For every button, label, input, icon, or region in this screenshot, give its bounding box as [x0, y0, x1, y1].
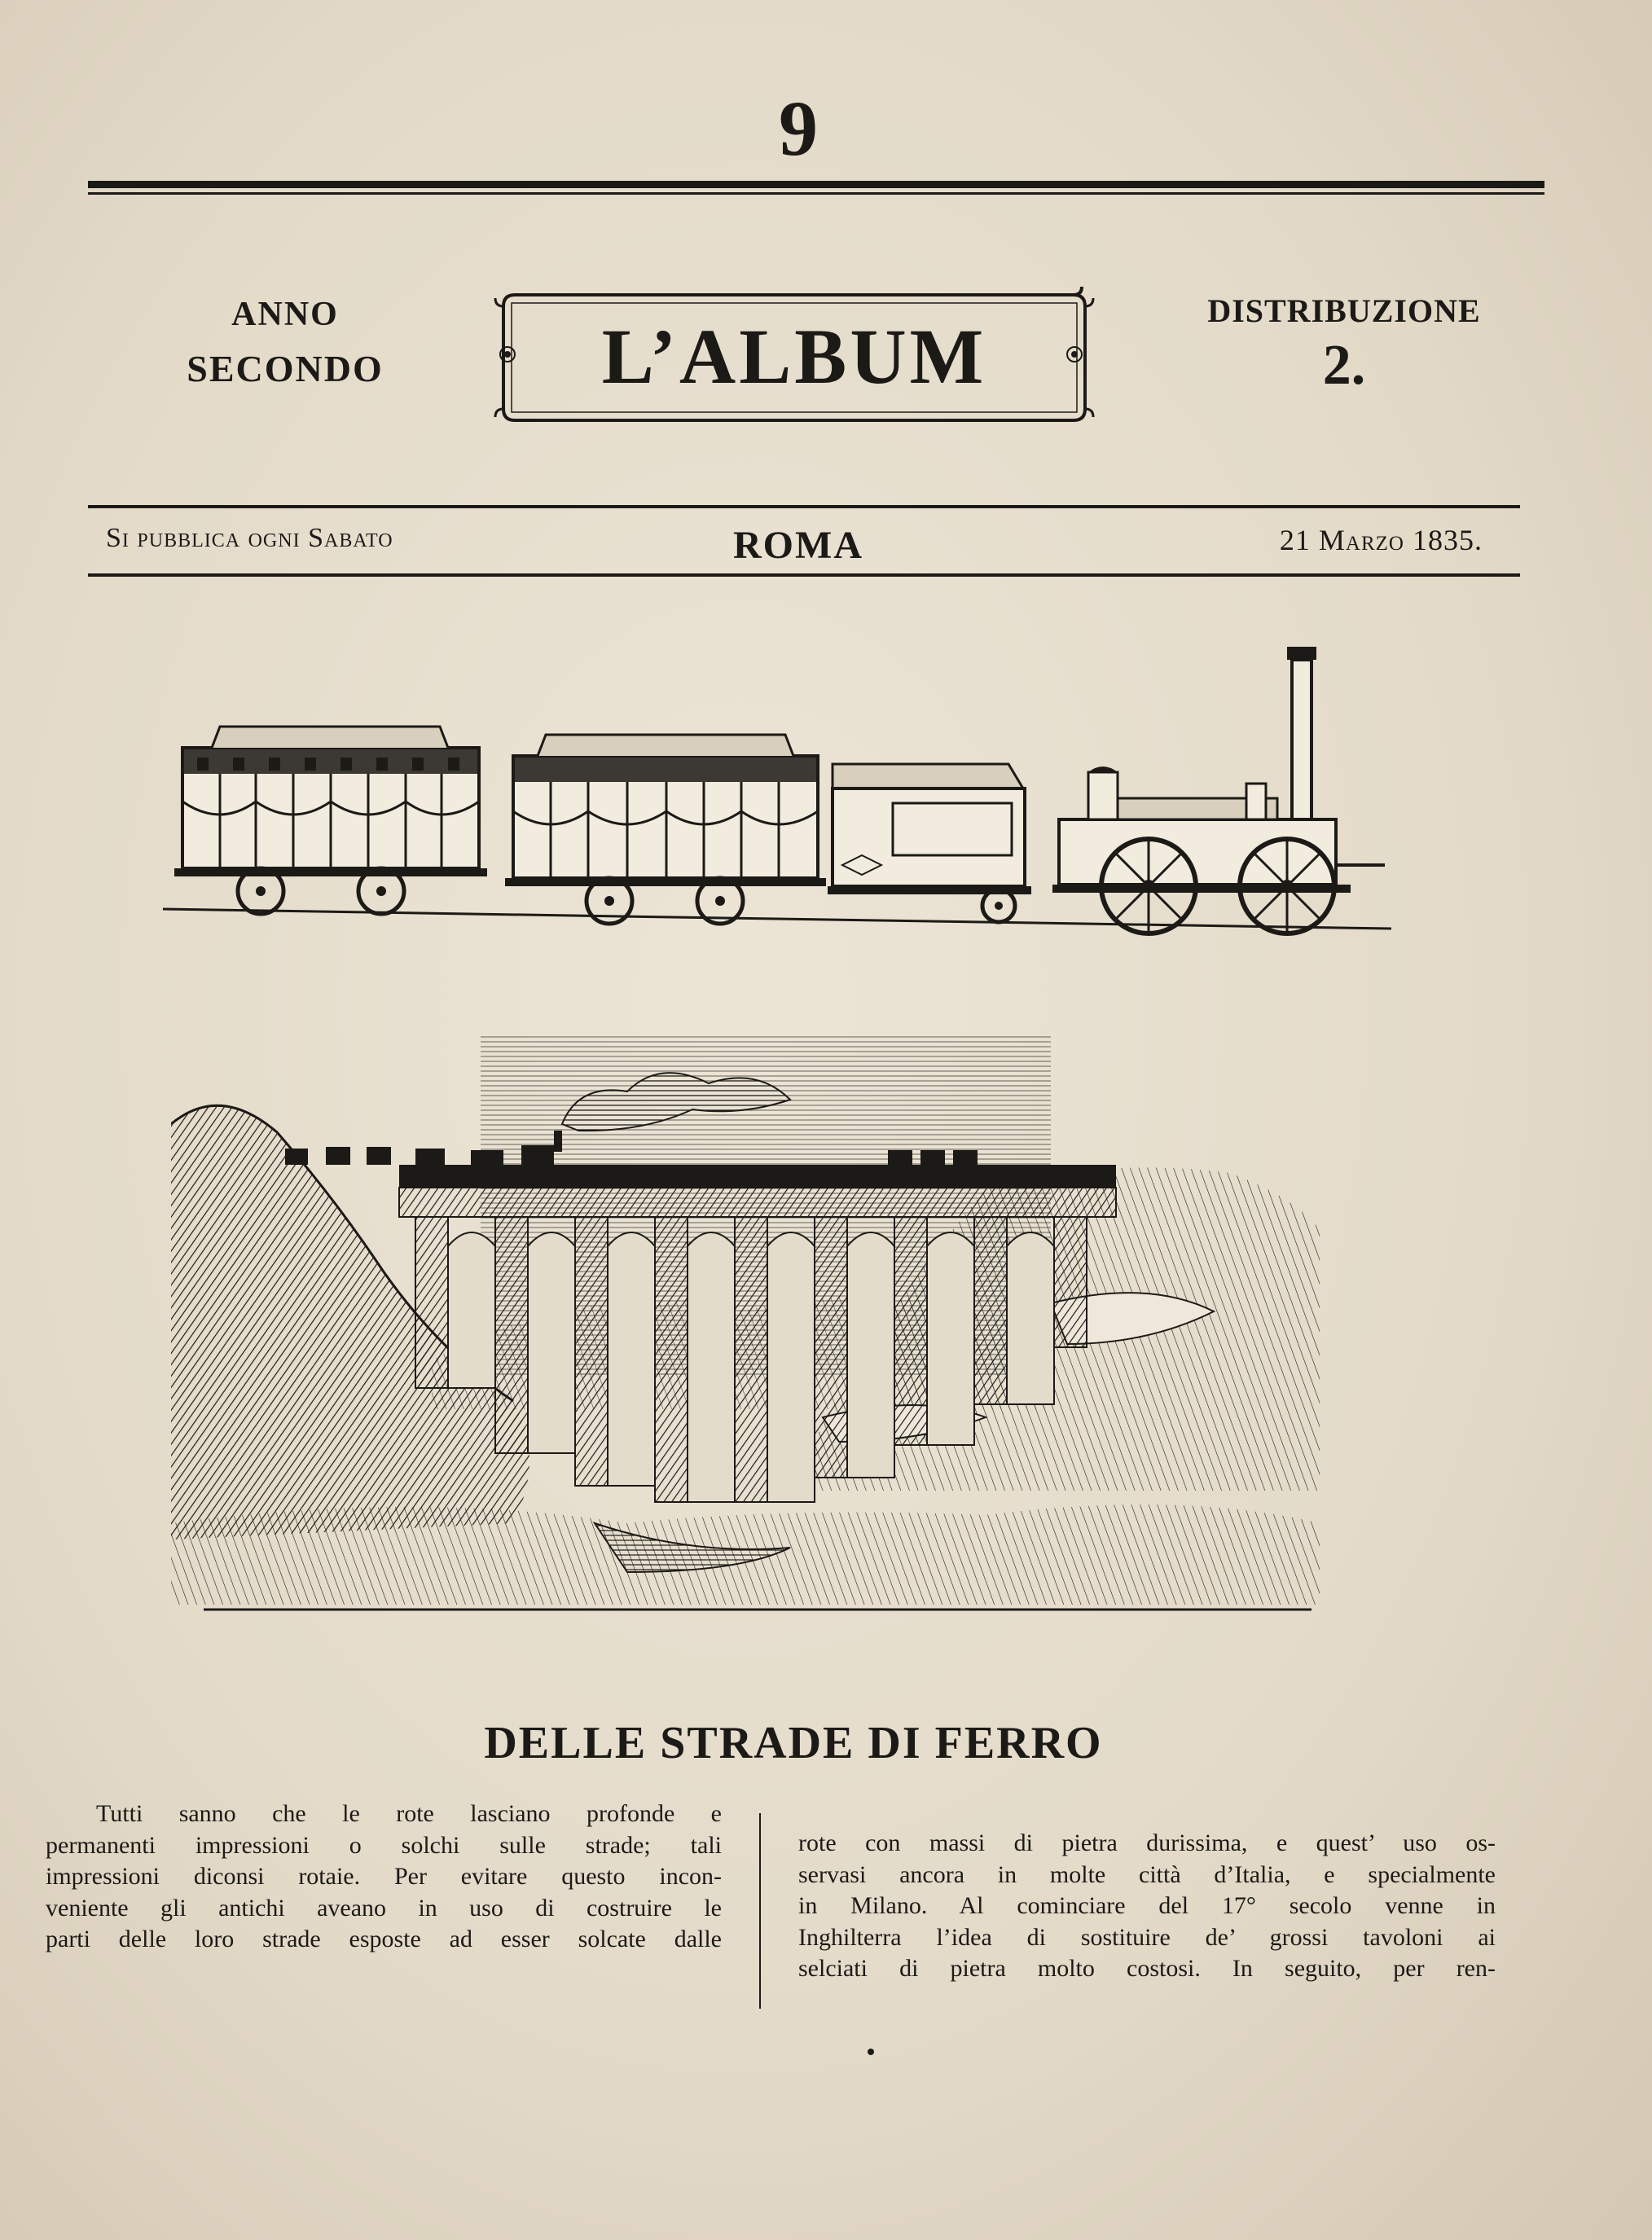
passenger-coach-2	[505, 735, 826, 924]
issue-number: 9	[779, 85, 818, 172]
left-column-line: Tutti sanno che le rote lasciano profonde e	[96, 1800, 722, 1827]
dateline	[0, 523, 1652, 567]
issue-date: 21 Marzo 1835.	[1279, 524, 1483, 556]
left-column-line: veniente gli antichi aveano in uso di costruire le	[46, 1894, 722, 1922]
viaduct-engraving	[171, 1034, 1369, 1621]
anno-value: SECONDO	[187, 348, 384, 389]
left-column-line: permanenti impressioni o solchi sulle strade; tali	[46, 1831, 722, 1859]
publication-note: Si pubblica ogni Sabato	[106, 523, 393, 553]
right-column-line: servasi ancora in molte città d’Italia, e specialmente	[798, 1860, 1496, 1888]
article-headline: DELLE STRADE DI FERRO	[484, 1718, 1103, 1768]
right-column-line: in Milano. Al cominciare del 17° secolo venne in	[798, 1892, 1496, 1919]
header-double-rule	[88, 181, 1544, 195]
left-column-line: parti delle loro strade esposte ad esser solcate dalle	[46, 1926, 722, 1952]
article-left-column	[46, 1799, 722, 1956]
distribuzione-number: 2.	[1322, 334, 1366, 397]
locomotive	[1052, 647, 1385, 933]
dateline-bottom-rule	[88, 573, 1520, 577]
left-column-line: impressioni diconsi rotaie. Per evitare questo incon-	[46, 1863, 722, 1890]
ornament-right-icon	[1065, 345, 1083, 363]
right-column-line: Inghilterra l’idea di sostituire de’ grossi tavoloni ai	[798, 1923, 1496, 1951]
anno-block	[155, 295, 415, 390]
right-column-line: selciati di pietra molto costosi. In seguito, per ren-	[798, 1955, 1496, 1982]
city-name: ROMA	[733, 524, 863, 567]
dateline-top-rule	[88, 505, 1520, 508]
article-right-column	[798, 1828, 1496, 1985]
right-column-line: rote con massi di pietra durissima, e quest’ uso os-	[798, 1829, 1496, 1856]
anno-label: ANNO	[231, 296, 339, 333]
masthead-title-frame	[492, 283, 1096, 432]
distribuzione-block	[1173, 292, 1515, 398]
ink-dot	[868, 2049, 874, 2055]
masthead-title: L’ALBUM	[601, 313, 987, 400]
column-separator	[759, 1813, 761, 2009]
distribuzione-label: DISTRIBUZIONE	[1207, 292, 1481, 329]
passenger-coach-1	[174, 727, 487, 914]
train-engraving	[163, 635, 1401, 937]
tender-car	[828, 764, 1031, 922]
